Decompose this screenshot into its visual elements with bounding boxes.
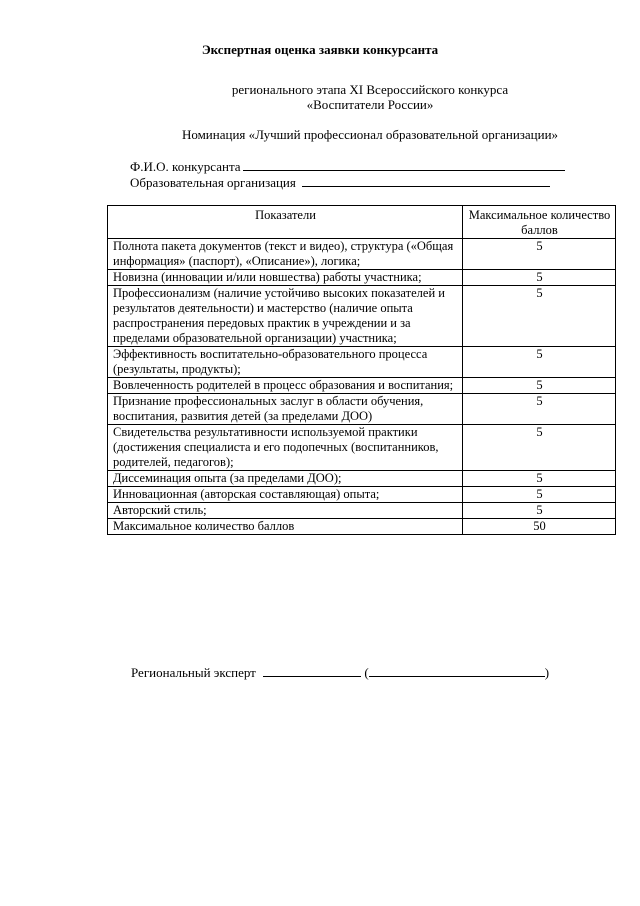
table-row: [108, 270, 616, 286]
header-indicators: Показатели: [108, 206, 463, 239]
paren-open: (: [364, 665, 369, 680]
organization-field: [130, 174, 550, 191]
score-cell: 5: [463, 503, 616, 519]
criteria-table: [107, 205, 616, 535]
score-cell: 5: [463, 270, 616, 286]
indicator-cell: Диссеминация опыта (за пределами ДОО);: [108, 471, 463, 487]
total-score-cell: 50: [463, 519, 616, 535]
indicator-cell: Эффективность воспитательно-образовательного процесса (результаты, продукты);: [108, 347, 463, 378]
total-label-cell: Максимальное количество баллов: [108, 519, 463, 535]
score-cell: 5: [463, 239, 616, 270]
subtitle-stage: регионального этапа XI Всероссийского конкурса: [231, 82, 509, 97]
score-cell: 5: [463, 487, 616, 503]
table-row: [108, 378, 616, 394]
organization-blank-line[interactable]: [302, 174, 550, 187]
score-cell: 5: [463, 378, 616, 394]
fio-field: [130, 158, 565, 175]
indicator-cell: Вовлеченность родителей в процесс образования и воспитания;: [108, 378, 463, 394]
fio-blank-line[interactable]: [243, 158, 565, 171]
indicator-cell: Новизна (инновации и/или новшества) работы участника;: [108, 270, 463, 286]
expert-signature-blank[interactable]: [263, 664, 361, 677]
total-row: [108, 519, 616, 535]
score-cell: 5: [463, 471, 616, 487]
table-header-row: [108, 206, 616, 239]
expert-signature-line: [131, 664, 549, 681]
table-row: [108, 425, 616, 471]
score-cell: 5: [463, 286, 616, 347]
indicator-cell: Авторский стиль;: [108, 503, 463, 519]
table-row: [108, 503, 616, 519]
table-row: [108, 239, 616, 270]
indicator-cell: Профессионализм (наличие устойчиво высоких показателей и результатов деятельности) и мастерство (наличие опыта распространения передовых практик в учреждении и за пределами образовательной организации) участника;: [108, 286, 463, 347]
table-row: [108, 471, 616, 487]
score-cell: 5: [463, 394, 616, 425]
indicator-cell: Полнота пакета документов (текст и видео), структура («Общая информация» (паспорт), «Описание»), логика;: [108, 239, 463, 270]
document-title: Экспертная оценка заявки конкурсанта: [201, 42, 439, 57]
table-row: [108, 487, 616, 503]
header-max-score: Максимальное количество баллов: [463, 206, 616, 239]
subtitle-contest: «Воспитатели России»: [306, 97, 434, 112]
score-cell: 5: [463, 347, 616, 378]
expert-name-blank[interactable]: [369, 664, 545, 677]
table-row: [108, 286, 616, 347]
fio-label: Ф.И.О. конкурсанта: [130, 159, 241, 174]
indicator-cell: Признание профессиональных заслуг в области обучения, воспитания, развития детей (за пределами ДОО): [108, 394, 463, 425]
indicator-cell: Инновационная (авторская составляющая) опыта;: [108, 487, 463, 503]
indicator-cell: Свидетельства результативности используемой практики (достижения специалиста и его подопечных (воспитанников, родителей, педагогов);: [108, 425, 463, 471]
table-row: [108, 347, 616, 378]
expert-label: Региональный эксперт: [131, 665, 256, 680]
nomination: Номинация «Лучший профессионал образовательной организации»: [181, 127, 559, 142]
table-row: [108, 394, 616, 425]
organization-label: Образовательная организация: [130, 175, 296, 190]
score-cell: 5: [463, 425, 616, 471]
paren-close: ): [544, 665, 550, 680]
